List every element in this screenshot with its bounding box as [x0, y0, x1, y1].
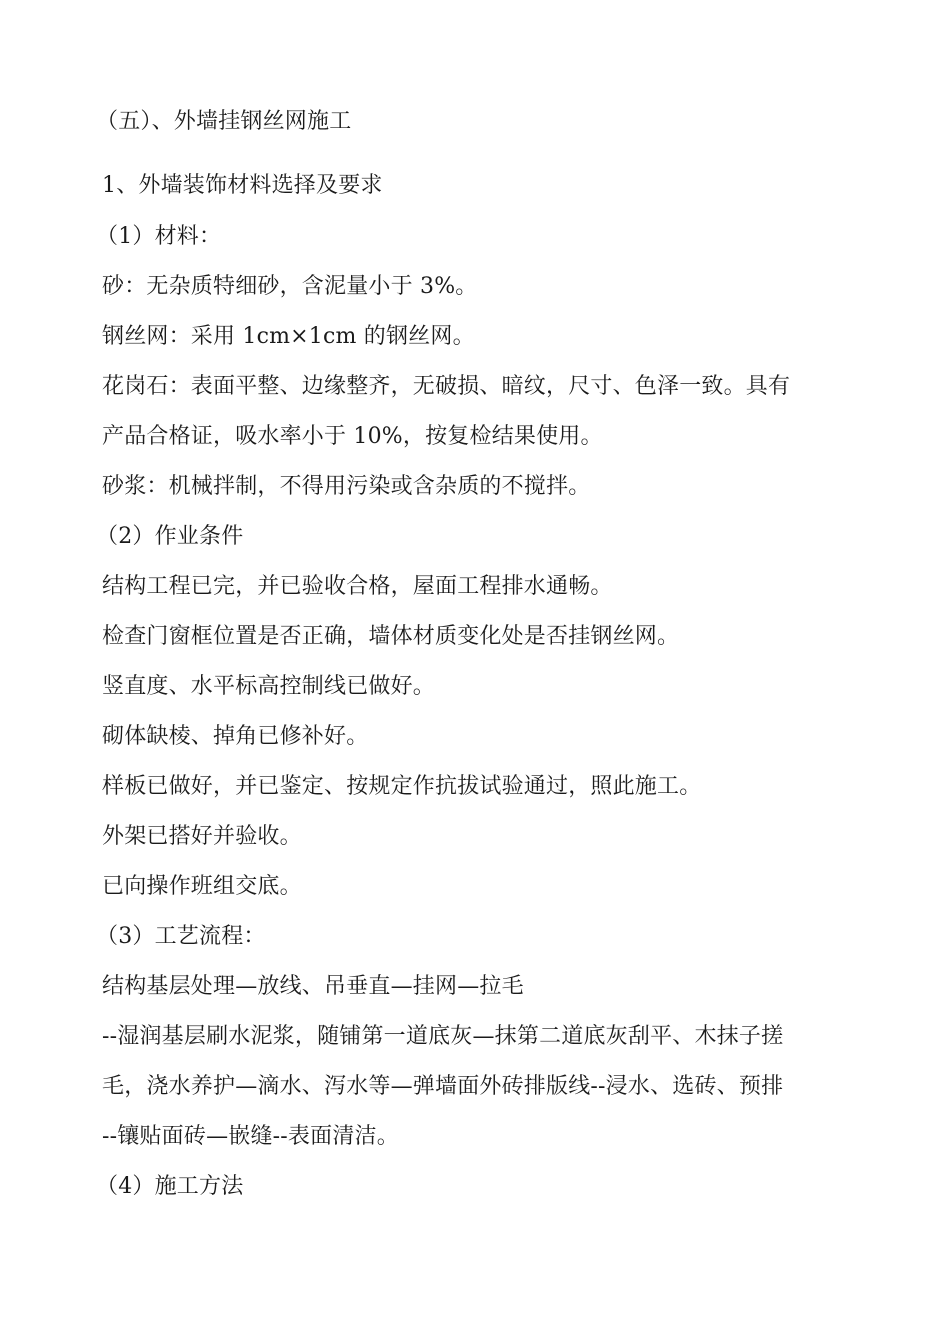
paragraph-line: --湿润基层刷水泥浆，随铺第一道底灰—抹第二道底灰刮平、木抹子搓	[102, 1024, 784, 1049]
section-heading: （五）、外墙挂钢丝网施工	[96, 109, 352, 134]
paragraph-line: 砂：无杂质特细砂，含泥量小于 3%。	[102, 274, 478, 299]
paragraph-line: 已向操作班组交底。	[102, 874, 302, 899]
paragraph-line: 检查门窗框位置是否正确，墙体材质变化处是否挂钢丝网。	[102, 624, 680, 649]
paragraph-line: 砌体缺棱、掉角已修补好。	[102, 724, 369, 749]
paragraph-line: 样板已做好，并已鉴定、按规定作抗拔试验通过，照此施工。	[102, 774, 702, 799]
item-heading-process: （3）工艺流程：	[96, 924, 266, 949]
paragraph-line: 外架已搭好并验收。	[102, 824, 302, 849]
paragraph-line: 结构基层处理—放线、吊垂直—挂网—拉毛	[102, 974, 524, 999]
subsection-heading: 1、外墙装饰材料选择及要求	[102, 173, 383, 198]
paragraph-line: 竖直度、水平标高控制线已做好。	[102, 674, 436, 699]
paragraph-line: 钢丝网：采用 1cm×1cm 的钢丝网。	[102, 324, 475, 349]
item-heading-conditions: （2）作业条件	[96, 524, 244, 549]
paragraph-line: 产品合格证，吸水率小于 10%，按复检结果使用。	[102, 424, 603, 449]
paragraph-line: --镶贴面砖—嵌缝--表面清洁。	[102, 1124, 399, 1149]
paragraph-line: 砂浆：机械拌制，不得用污染或含杂质的不搅拌。	[102, 474, 591, 499]
paragraph-line: 结构工程已完，并已验收合格，屋面工程排水通畅。	[102, 574, 613, 599]
paragraph-line: 毛，浇水养护—滴水、泻水等—弹墙面外砖排版线--浸水、选砖、预排	[102, 1074, 784, 1099]
item-heading-method: （4）施工方法	[96, 1174, 244, 1199]
paragraph-line: 花岗石：表面平整、边缘整齐，无破损、暗纹，尺寸、色泽一致。具有	[102, 374, 791, 399]
item-heading-materials: （1）材料：	[96, 224, 222, 249]
